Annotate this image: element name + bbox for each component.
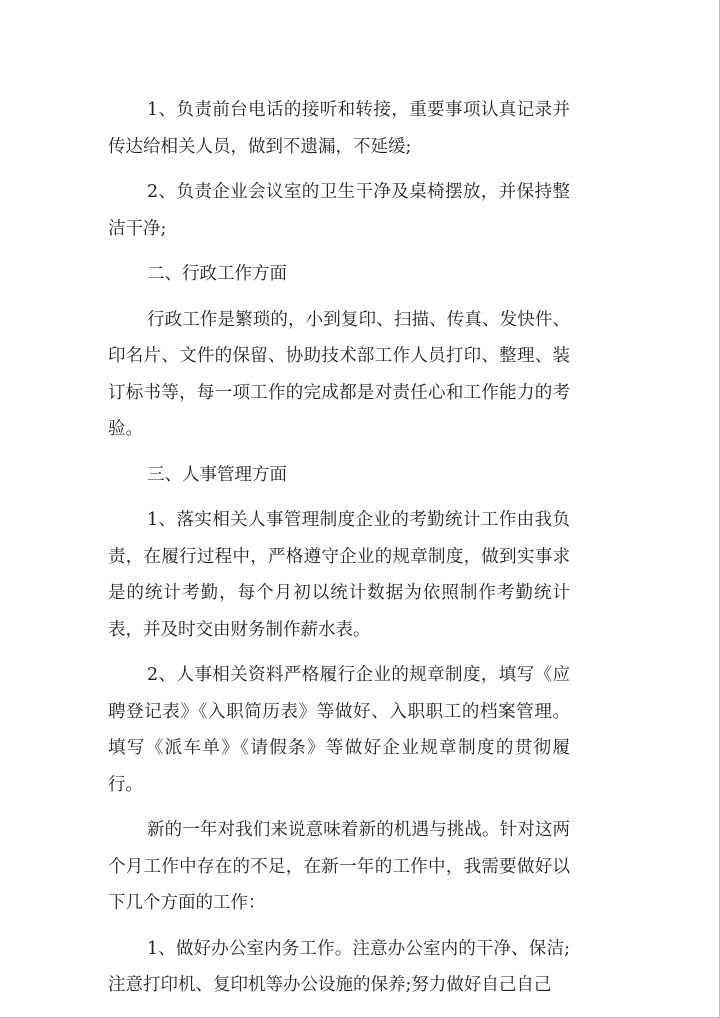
paragraph-hr-records: 2、人事相关资料严格履行企业的规章制度，填写《应聘登记表》《入职简历表》等做好、入职职工的档案管理。填写《派车单》《请假条》等做好企业规章制度的贯彻履行。 bbox=[108, 665, 570, 795]
paragraph-admin-work: 行政工作是繁琐的，小到复印、扫描、传真、发快件、印名片、文件的保留、协助技术部工作人员打印、整理、装订标书等，每一项工作的完成都是对责任心和工作能力的考验。 bbox=[108, 309, 570, 439]
paragraph-meeting-room: 2、负责企业会议室的卫生干净及桌椅摆放，并保持整洁干净; bbox=[108, 182, 570, 239]
paragraph-phone-duties: 1、负责前台电话的接听和转接，重要事项认真记录并传达给相关人员，做到不遗漏，不延缓; bbox=[108, 100, 570, 157]
document-body bbox=[108, 92, 570, 1013]
paragraph-attendance: 1、落实相关人事管理制度企业的考勤统计工作由我负责，在履行过程中，严格遵守企业的规章制度，做到实事求是的统计考勤，每个月初以统计数据为依照制作考勤统计表，并及时交由财务制作薪水表。 bbox=[108, 510, 570, 640]
paragraph-new-year: 新的一年对我们来说意味着新的机遇与挑战。针对这两个月工作中存在的不足，在新一年的工作中，我需要做好以下几个方面的工作： bbox=[108, 820, 570, 913]
section-heading-admin: 二、行政工作方面 bbox=[147, 264, 287, 284]
section-heading-hr: 三、人事管理方面 bbox=[147, 464, 287, 485]
paragraph-office-duties: 1、做好办公室内务工作。注意办公室内的干净、保洁;注意打印机、复印机等办公设施的保养;努力做好自己自己 bbox=[108, 938, 570, 995]
